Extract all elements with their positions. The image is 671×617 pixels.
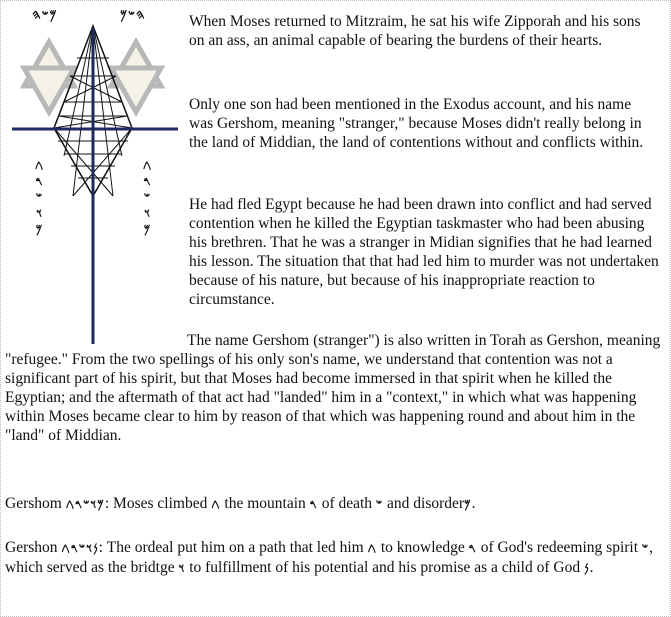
top-left-glyphs: 𐤌𐤔𐤄 xyxy=(32,8,58,23)
gershon-text: of God's redeeming spirit xyxy=(476,539,642,556)
glyph: 𐤓 xyxy=(309,497,318,511)
paragraph-gershon-refugee: The name Gershom (stranger") is also written in Torah as Gershon, meaning "refugee." From the two spellings of his only son's name, we understand that contention was not a significant part of his spirit, but that Moses had become immersed in that spirit when he killed the Egyptian; and the aftermath of that act had "landed" him in a "context," in which what was happening within Moses became clear to him by reason of that which was happening round and about him in the "land" of Middian. xyxy=(5,332,661,444)
gershon-text: , which served as the bridtge xyxy=(5,539,653,576)
glyph: 𐤔 xyxy=(375,497,384,511)
gershon-text: . xyxy=(589,559,594,576)
gershon-label: Gershon xyxy=(5,539,58,556)
paragraph-zipporah: When Moses returned to Mitzraim, he sat his wife Zipporah and his sons on an ass, an animal capable of bearing the burdens of their hearts. xyxy=(189,13,641,49)
left-column-glyph: 𐤂 xyxy=(34,158,44,172)
right-column-glyph: 𐤂 xyxy=(142,158,152,172)
gershom-text: of death xyxy=(317,495,376,512)
gershon-line xyxy=(5,538,665,578)
star-diagram-svg xyxy=(4,6,182,344)
gershom-line xyxy=(5,494,665,514)
gershom-label: Gershom xyxy=(5,495,62,512)
gershom-diagram xyxy=(4,6,182,344)
gershom-text: the mountain xyxy=(220,495,310,512)
gershon-text: : The ordeal put him on a path that led him xyxy=(98,539,368,556)
right-column-glyph: 𐤅 xyxy=(144,206,150,220)
glyph: 𐤔 xyxy=(641,541,650,555)
left-column-glyph: 𐤓 xyxy=(35,174,43,188)
gershon-text: to knowledge xyxy=(376,539,469,556)
glyph: 𐤍 xyxy=(583,561,590,575)
glyph: 𐤌 xyxy=(464,497,472,511)
glyph: 𐤂 xyxy=(211,497,221,511)
glyph: 𐤅 xyxy=(178,561,186,575)
gershom-text: : Moses climbed xyxy=(104,495,212,512)
paragraph-gershom-stranger: Only one son had been mentioned in the Exodus account, and his name was Gershom, meaning "stranger," because Moses didn't really belong in the land of Middian, the land of contentions without and conflicts within. xyxy=(189,96,644,151)
gershom-glyphs: 𐤌𐤅𐤔𐤓𐤂 xyxy=(65,497,105,511)
gershom-text: . xyxy=(471,495,476,512)
right-column-glyph: 𐤓 xyxy=(143,174,151,188)
gershom-text: and disorder xyxy=(383,495,465,512)
right-column-glyph: 𐤌 xyxy=(143,222,151,236)
right-column-glyph: 𐤔 xyxy=(143,190,151,204)
gershon-text: to fulfillment of his potential and his promise as a child of God xyxy=(185,559,584,576)
left-column-glyph: 𐤔 xyxy=(35,190,43,204)
glyph: 𐤂 xyxy=(367,541,377,555)
paragraph-fled-egypt: He had fled Egypt because he had been drawn into conflict and had served contention when he killed the Egyptian taskmaster who had been abusing his brethren. That he was a stranger in Midian signifies that he had learned his lesson. The situation that that had led him to murder was not undertaken because of his nature, but because of his inappropriate reaction to circumstance. xyxy=(189,196,659,308)
glyph: 𐤓 xyxy=(468,541,477,555)
gershon-glyphs: 𐤍𐤅𐤔𐤓𐤂 xyxy=(61,541,99,555)
top-right-glyphs: 𐤄𐤔𐤌 xyxy=(120,8,146,23)
left-column-glyph: 𐤌 xyxy=(35,222,43,236)
left-column-glyph: 𐤅 xyxy=(36,206,42,220)
